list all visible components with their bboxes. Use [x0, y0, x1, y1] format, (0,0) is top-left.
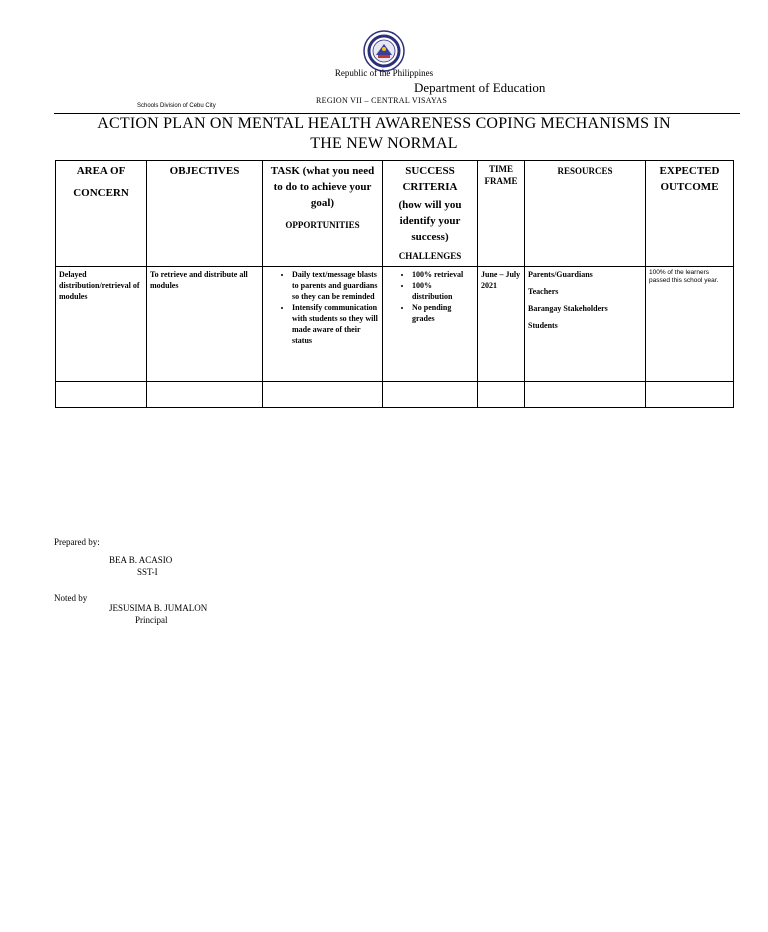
header-challenges: CHALLENGES	[398, 251, 462, 261]
table-header-row	[56, 161, 734, 267]
title-line-1: ACTION PLAN ON MENTAL HEALTH AWARENESS COPING MECHANISMS IN	[97, 115, 671, 132]
header-opportunities: OPPORTUNITIES	[285, 220, 360, 230]
table-row	[56, 267, 734, 382]
action-plan-table	[55, 160, 734, 408]
noted-by-name: JESUSIMA B. JUMALON	[109, 603, 208, 613]
criteria-item: • 100% retrieval	[412, 269, 474, 280]
header-task	[263, 161, 383, 267]
cell-expected-outcome: 100% of the learners passed this school year.	[646, 267, 734, 382]
header-task-label: TASK (what you need to do to achieve your goal)	[270, 165, 375, 209]
empty-cell	[263, 382, 383, 408]
header-objectives: OBJECTIVES	[147, 161, 263, 267]
empty-cell	[478, 382, 525, 408]
resource-item: Teachers	[528, 287, 559, 296]
noted-by-label: Noted by	[54, 593, 88, 603]
cell-objective: To retrieve and distribute all modules	[147, 267, 263, 382]
resource-item: Students	[528, 321, 558, 330]
cell-resources	[525, 267, 646, 382]
criteria-item: • 100% distribution	[412, 280, 474, 302]
empty-cell	[646, 382, 734, 408]
region-header: REGION VII – CENTRAL VISAYAS	[316, 96, 448, 105]
prepared-by-name: BEA B. ACASIO	[109, 555, 173, 565]
criteria-item: • No pending grades	[412, 302, 474, 324]
republic-header: Republic of the Philippines	[334, 68, 434, 78]
task-item: • Intensify communication with students so they will made aware of their status	[292, 302, 379, 346]
deped-seal-logo	[363, 30, 405, 72]
title-line-2: THE NEW NORMAL	[310, 135, 458, 152]
header-area-of-concern	[56, 161, 147, 267]
empty-cell	[147, 382, 263, 408]
header-success-paren: (how will you identify your success)	[398, 199, 462, 243]
resource-item: Parents/Guardians	[528, 270, 593, 279]
task-item: • Daily text/message blasts to parents and guardians so they can be reminded	[292, 269, 379, 302]
header-resources: RESOURCES	[525, 161, 646, 267]
header-success-criteria	[383, 161, 478, 267]
header-time-frame: TIME FRAME	[478, 161, 525, 267]
prepared-by-position: SST-I	[137, 567, 158, 577]
header-area-line-1: AREA OF	[76, 165, 126, 177]
noted-by-position: Principal	[135, 615, 168, 625]
empty-cell	[525, 382, 646, 408]
cell-success-criteria	[383, 267, 478, 382]
prepared-by-label: Prepared by:	[54, 537, 100, 547]
cell-time-frame: June – July 2021	[478, 267, 525, 382]
cell-area-of-concern: Delayed distribution/retrieval of modules	[56, 267, 147, 382]
empty-cell	[383, 382, 478, 408]
department-header: Department of Education	[414, 80, 546, 95]
header-success-label: SUCCESS CRITERIA	[402, 165, 458, 193]
cell-tasks	[263, 267, 383, 382]
header-area-line-2: CONCERN	[73, 187, 129, 199]
empty-cell	[56, 382, 147, 408]
header-expected-outcome: EXPECTED OUTCOME	[646, 161, 734, 267]
resource-item: Barangay Stakeholders	[528, 304, 608, 313]
division-header: Schools Division of Cebu City	[137, 103, 216, 109]
document-title	[54, 114, 714, 154]
empty-table-row	[56, 382, 734, 408]
